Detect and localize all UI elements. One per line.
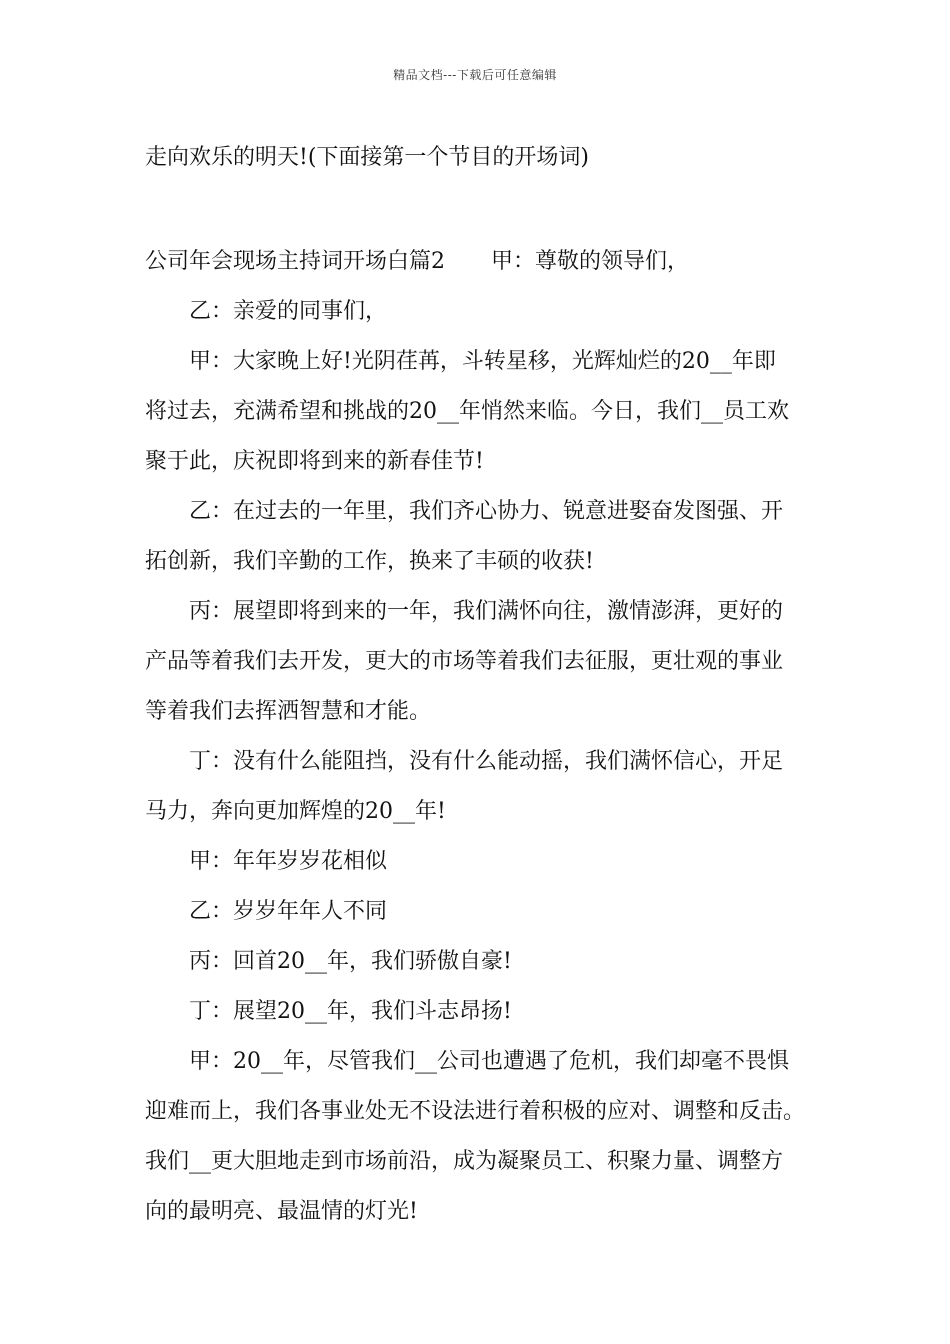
paragraph-line: 我们__更大胆地走到市场前沿，成为凝聚员工、积聚力量、调整方 — [145, 1149, 784, 1174]
section-gap — [145, 183, 825, 237]
title-followup: 甲：尊敬的领导们， — [491, 249, 690, 274]
paragraph-line: 向的最明亮、最温情的灯光! — [145, 1199, 418, 1224]
paragraph-line: 乙：在过去的一年里，我们齐心协力、锐意进娶奋发图强、开 — [189, 499, 784, 524]
paragraph-line: 甲：大家晚上好!光阴荏苒，斗转星移，光辉灿烂的20__年即 — [189, 349, 776, 374]
paragraph-line: 迎难而上，我们各事业处无不设法进行着积极的应对、调整和反击。 — [145, 1099, 806, 1124]
section-title: 公司年会现场主持词开场白篇2 — [145, 249, 445, 274]
paragraph — [145, 337, 825, 487]
paragraph — [145, 937, 825, 987]
paragraph-line: 乙：岁岁年年人不同 — [189, 899, 388, 924]
paragraph-line: 乙：亲爱的同事们， — [189, 299, 388, 324]
paragraph-line: 拓创新，我们辛勤的工作，换来了丰硕的收获! — [145, 549, 594, 574]
paragraph — [145, 887, 825, 937]
paragraph-line: 甲：20__年，尽管我们__公司也遭遇了危机，我们却毫不畏惧 — [189, 1049, 789, 1074]
paragraph-line: 丙：回首20__年，我们骄傲自豪! — [189, 949, 512, 974]
page-header: 精品文档---下载后可任意编辑 — [393, 68, 557, 82]
paragraph-list — [145, 287, 825, 1237]
paragraph-line: 将过去，充满希望和挑战的20__年悄然来临。今日，我们__员工欢 — [145, 399, 789, 424]
paragraph-line: 聚于此，庆祝即将到来的新春佳节! — [145, 449, 484, 474]
document-body — [145, 133, 825, 1237]
paragraph-line: 产品等着我们去开发，更大的市场等着我们去征服，更壮观的事业 — [145, 649, 784, 674]
paragraph-line: 丁：没有什么能阻挡，没有什么能动摇，我们满怀信心，开足 — [189, 749, 784, 774]
paragraph — [145, 737, 825, 837]
paragraph-line: 丙：展望即将到来的一年，我们满怀向往，激情澎湃，更好的 — [189, 599, 784, 624]
paragraph-line: 马力，奔向更加辉煌的20__年! — [145, 799, 446, 824]
opening-line: 走向欢乐的明天!(下面接第一个节目的开场词) — [145, 145, 590, 170]
paragraph — [145, 287, 825, 337]
paragraph-line: 甲：年年岁岁花相似 — [189, 849, 388, 874]
paragraph — [145, 1037, 825, 1237]
section-title-line — [145, 237, 825, 287]
paragraph — [145, 487, 825, 587]
paragraph-line: 丁：展望20__年，我们斗志昂扬! — [189, 999, 512, 1024]
paragraph — [145, 837, 825, 887]
paragraph-line: 等着我们去挥洒智慧和才能。 — [145, 699, 432, 724]
paragraph — [145, 587, 825, 737]
paragraph — [145, 987, 825, 1037]
